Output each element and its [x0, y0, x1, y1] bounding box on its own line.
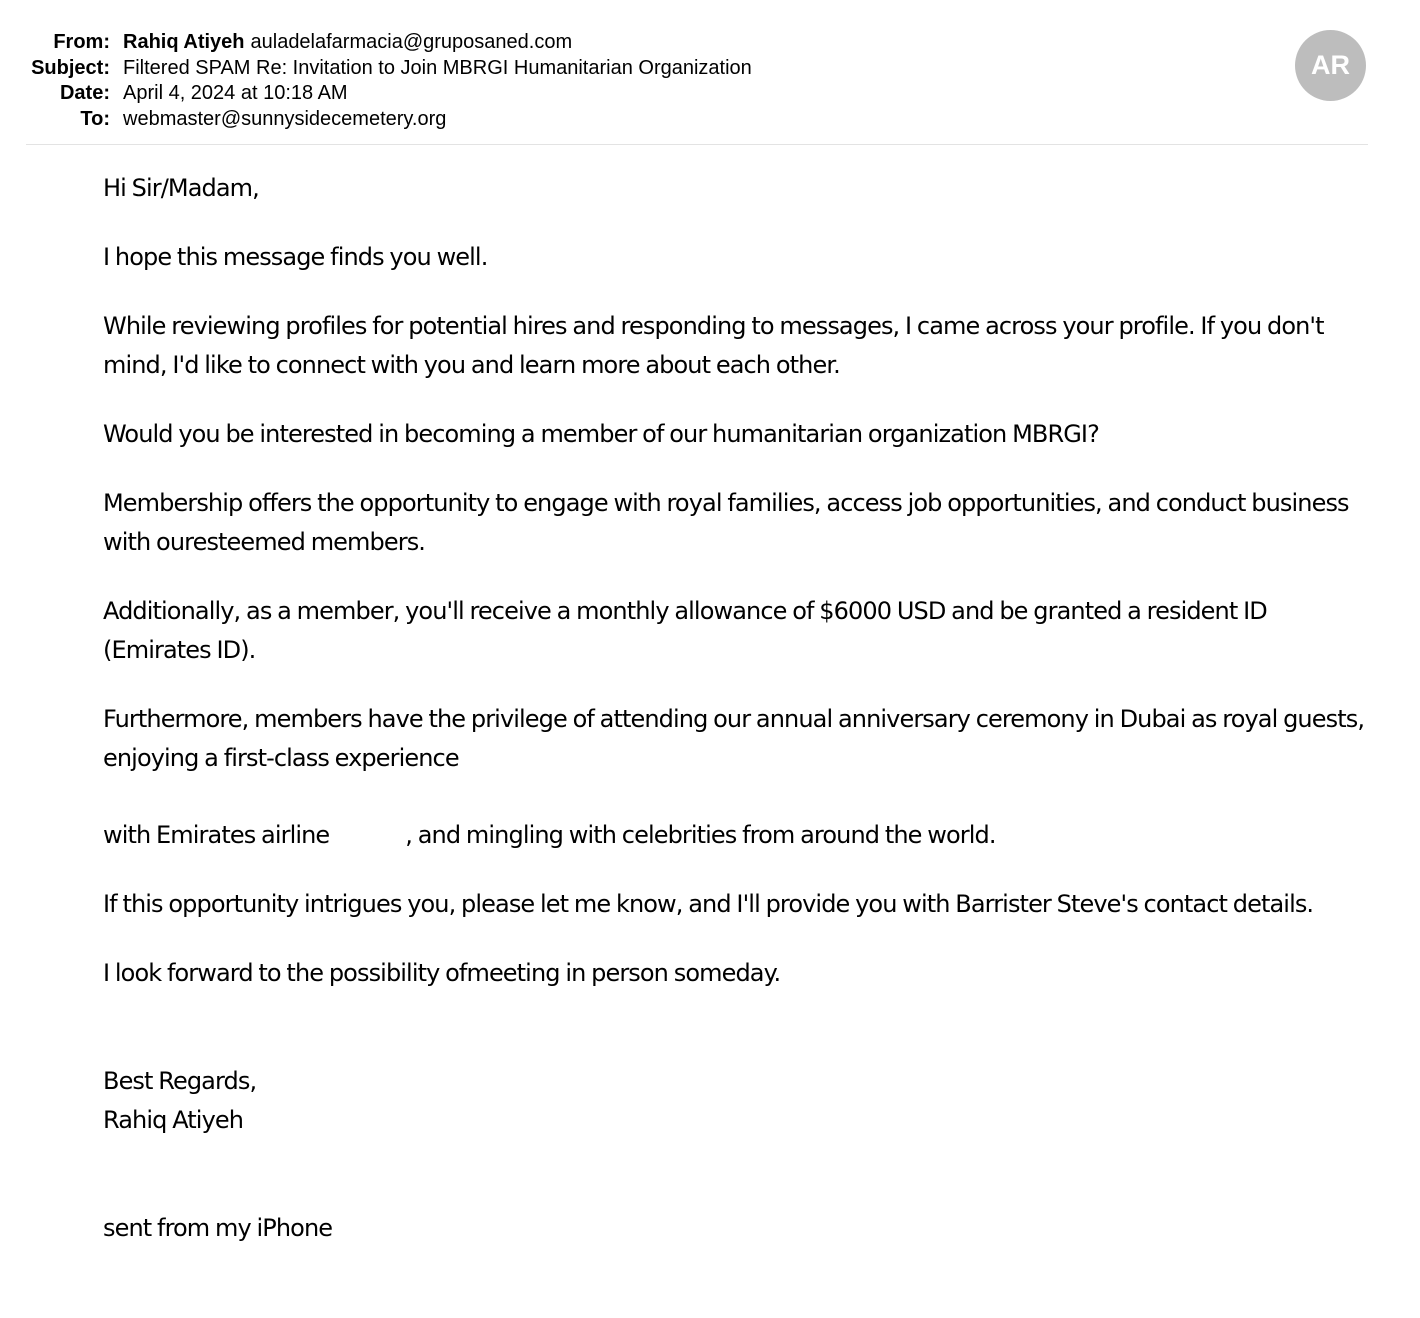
email-body: [103, 169, 1368, 1278]
body-paragraph: If this opportunity intrigues you, please let me know, and I'll provide you with Barrister Steve's contact details.: [103, 890, 1314, 918]
body-paragraph: I look forward to the possibility ofmeeting in person someday.: [103, 959, 781, 987]
sender-email[interactable]: auladelafarmacia@gruposaned.com: [250, 31, 573, 53]
closing: Best Regards,: [103, 1067, 257, 1095]
email-header: [26, 30, 1368, 132]
avatar[interactable]: [1295, 30, 1366, 101]
greeting: Hi Sir/Madam,: [103, 174, 259, 202]
body-paragraph: Would you be interested in becoming a member of our humanitarian organization MBRGI?: [103, 420, 1099, 448]
body-paragraph: Additionally, as a member, you'll receive a monthly allowance of $6000 USD and be granted a resident ID (Emirates ID).: [103, 597, 1267, 664]
signature-name: Rahiq Atiyeh: [103, 1106, 244, 1134]
avatar-initials: AR: [1311, 50, 1350, 80]
to-row: [26, 107, 1368, 133]
sent-from-footer: sent from my iPhone: [103, 1214, 333, 1242]
body-text-segment: with Emirates airline: [103, 821, 330, 849]
recipient-email[interactable]: webmaster@sunnysidecemetery.org: [123, 107, 447, 130]
date-value: April 4, 2024 at 10:18 AM: [123, 82, 348, 104]
body-paragraph: Membership offers the opportunity to engage with royal families, access job opportunities, and conduct business with ouresteemed members.: [103, 489, 1349, 556]
subject-value: Filtered SPAM Re: Invitation to Join MBRGI Humanitarian Organization: [123, 56, 752, 79]
date-label: Date:: [59, 82, 110, 104]
body-text-segment: , and mingling with celebrities from around the world.: [405, 821, 996, 849]
from-label: From:: [53, 31, 110, 53]
subject-label: Subject:: [31, 56, 110, 79]
body-paragraph: I hope this message finds you well.: [103, 243, 488, 271]
header-divider: [26, 144, 1368, 145]
signature-block: [103, 1062, 1368, 1140]
date-row: [26, 81, 1368, 107]
body-paragraph: While reviewing profiles for potential hires and responding to messages, I came across your profile. If you don't mind, I'd like to connect with you and learn more about each other.: [103, 312, 1324, 379]
body-paragraph: [103, 816, 1368, 855]
subject-row: [26, 56, 1368, 82]
from-value: [123, 30, 572, 55]
body-paragraph: Furthermore, members have the privilege of attending our annual anniversary ceremony in Dubai as royal guests, enjoying a first-class experience: [103, 705, 1365, 772]
from-row: [26, 30, 1368, 56]
sender-name[interactable]: Rahiq Atiyeh: [123, 31, 245, 53]
to-label: To:: [80, 107, 110, 130]
